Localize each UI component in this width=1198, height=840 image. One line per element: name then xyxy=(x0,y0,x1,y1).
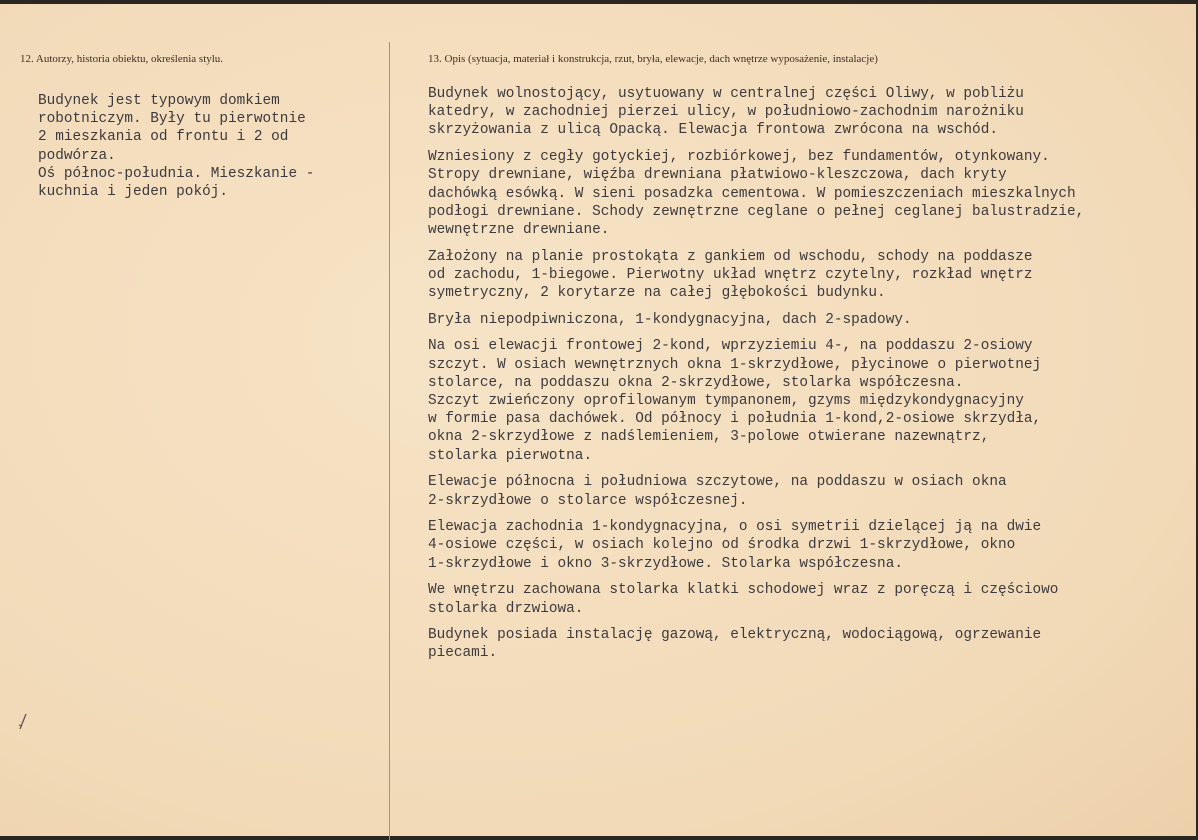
text-line: 2-skrzydłowe o stolarce współczesnej. xyxy=(428,492,748,509)
description-paragraph xyxy=(428,626,1084,662)
text-line: stolarka drzwiowa. xyxy=(428,600,584,617)
text-line: piecami. xyxy=(428,645,498,662)
text-line: We wnętrzu zachowana stolarka klatki schodowej wraz z poręczą i częściowo xyxy=(428,582,1059,599)
section-13-text xyxy=(428,85,1084,671)
text-line: Budynek posiada instalację gazową, elektryczną, wodociągową, ogrzewanie xyxy=(428,627,1042,644)
text-line: stolarce, na poddaszu okna 2-skrzydłowe, stolarka współczesna. xyxy=(428,374,964,391)
text-line: wewnętrzne drewniane. xyxy=(428,221,610,238)
description-paragraph xyxy=(428,85,1084,140)
text-line: Oś północ-południa. Mieszkanie - xyxy=(38,165,315,182)
text-line: podwórza. xyxy=(38,147,116,164)
pencil-mark-icon xyxy=(17,713,29,731)
description-paragraph xyxy=(428,581,1084,617)
section-13-heading: 13. Opis (sytuacja, materiał i konstrukcja, rzut, bryła, elewacje, dach wnętrze wyposażenie, instalacje) xyxy=(428,53,878,65)
text-line: w formie pasa dachówek. Od północy i południa 1-kond,2-osiowe skrzydła, xyxy=(428,411,1042,428)
text-line: od zachodu, 1-biegowe. Pierwotny układ wnętrz czytelny, rozkład wnętrz xyxy=(428,266,1033,283)
text-line: okna 2-skrzydłowe z nadślemieniem, 3-polowe otwierane nazewnątrz, xyxy=(428,429,990,446)
section-12-heading: 12. Autorzy, historia obiektu, określenia stylu. xyxy=(20,53,224,65)
text-line: 4-osiowe części, w osiach kolejno od środka drzwi 1-skrzydłowe, okno xyxy=(428,537,1016,554)
text-line: Budynek wolnostojący, usytuowany w centralnej części Oliwy, w pobliżu xyxy=(428,86,1024,102)
text-line: podłogi drewniane. Schody zewnętrzne ceglane o pełnej ceglanej balustradzie, xyxy=(428,203,1085,220)
record-card xyxy=(0,4,1196,836)
text-line: Budynek jest typowym domkiem xyxy=(38,93,280,109)
text-line: Bryła niepodpiwniczona, 1-kondygnacyjna, dach 2-spadowy. xyxy=(428,311,912,328)
text-line: Na osi elewacji frontowej 2-kond, wprzyziemiu 4-, na poddaszu 2-osiowy xyxy=(428,338,1033,355)
description-paragraph xyxy=(428,518,1084,573)
text-line: Stropy drewniane, więźba drewniana płatwiowo-kleszczowa, dach kryty xyxy=(428,167,1007,184)
text-line: Założony na planie prostokąta z gankiem od wschodu, schody na poddasze xyxy=(428,248,1033,265)
text-line: Wzniesiony z cegły gotyckiej, rozbiórkowej, bez fundamentów, otynkowany. xyxy=(428,149,1050,166)
text-line: Elewacje północna i południowa szczytowe, na poddaszu w osiach okna xyxy=(428,474,1007,491)
text-line: symetryczny, 2 korytarze na całej głębokości budynku. xyxy=(428,285,886,302)
text-line: Elewacja zachodnia 1-kondygnacyjna, o osi symetrii dzielącej ją na dwie xyxy=(428,519,1042,536)
text-line: kuchnia i jeden pokój. xyxy=(38,184,228,201)
column-divider xyxy=(389,42,390,840)
text-line: dachówką esówką. W sieni posadzka cementowa. W pomieszczeniach mieszkalnych xyxy=(428,185,1076,202)
text-line: Szczyt zwieńczony oprofilowanym tympanonem, gzyms międzykondygnacyjny xyxy=(428,393,1024,410)
section-12-text xyxy=(38,92,314,201)
description-paragraph xyxy=(428,311,1084,329)
description-paragraph xyxy=(428,473,1084,509)
text-line: katedry, w zachodniej pierzei ulicy, w południowo-zachodnim narożniku xyxy=(428,104,1024,121)
description-paragraph xyxy=(428,148,1084,239)
text-line: skrzyżowania z ulicą Opacką. Elewacja frontowa zwrócona na wschód. xyxy=(428,122,998,139)
text-line: 1-skrzydłowe i okno 3-skrzydłowe. Stolarka współczesna. xyxy=(428,555,903,572)
text-line: 2 mieszkania od frontu i 2 od xyxy=(38,129,289,146)
description-paragraph xyxy=(428,337,1084,464)
text-line: stolarka pierwotna. xyxy=(428,447,593,464)
text-line: robotniczym. Były tu pierwotnie xyxy=(38,111,306,128)
text-line: szczyt. W osiach wewnętrznych okna 1-skrzydłowe, płycinowe o pierwotnej xyxy=(428,356,1042,373)
description-paragraph xyxy=(428,248,1084,303)
